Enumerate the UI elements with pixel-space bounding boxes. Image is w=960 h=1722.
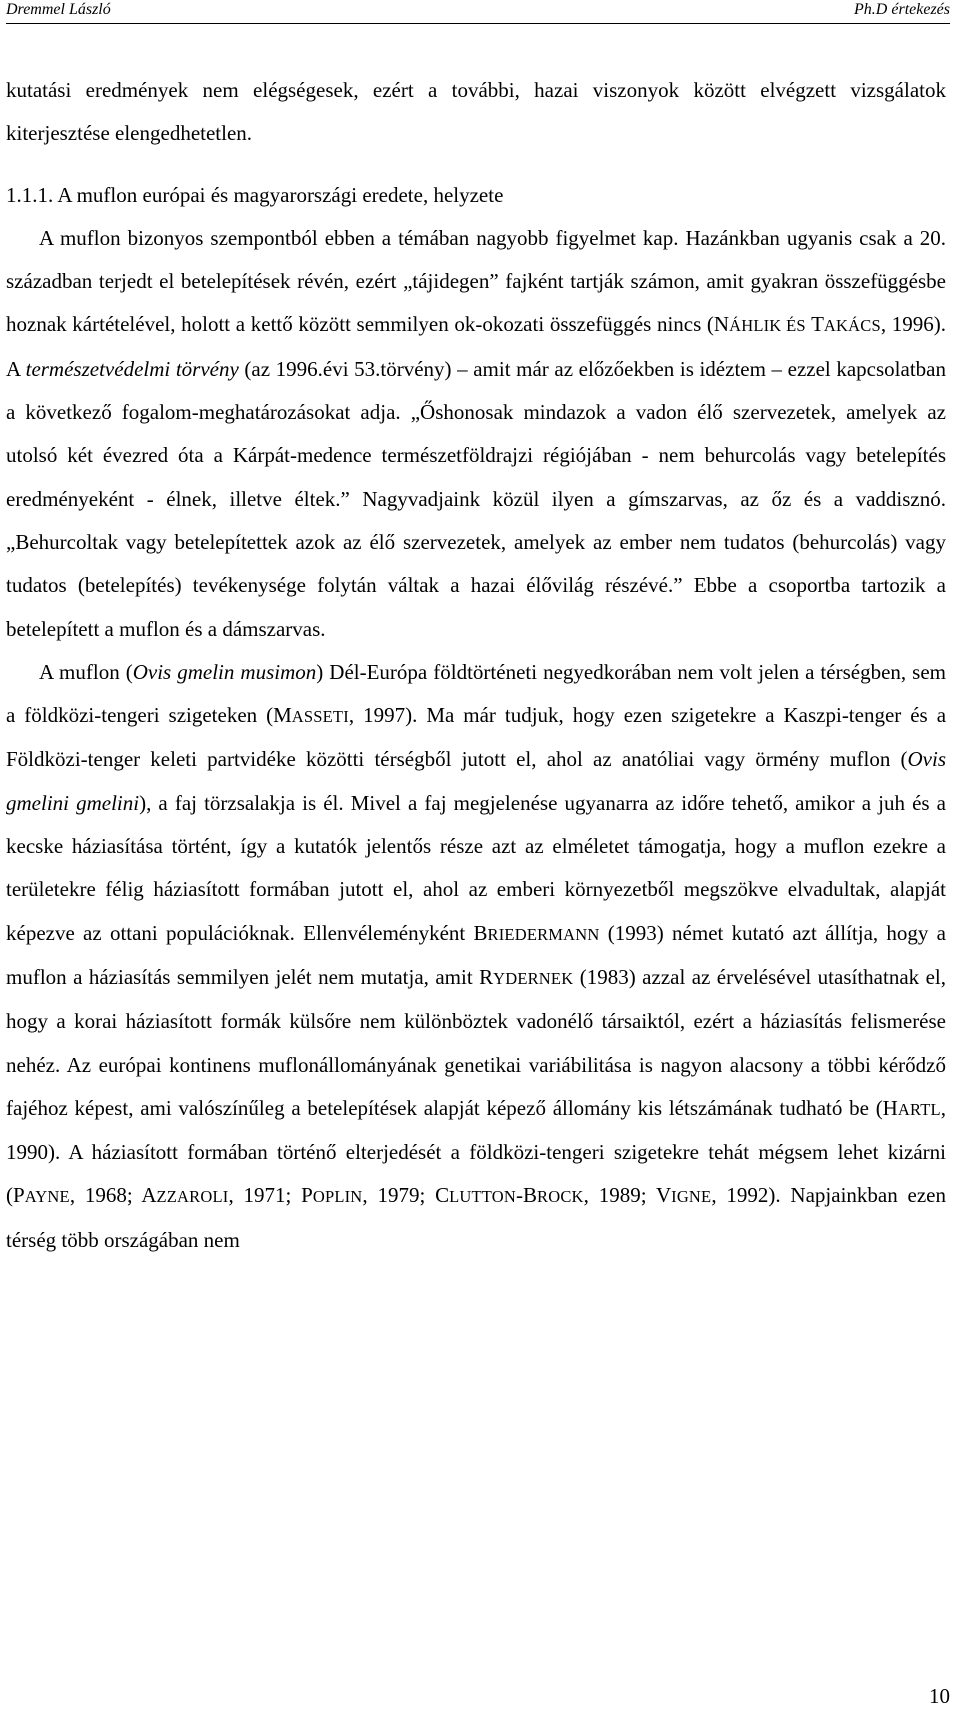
para2-text-j: , 1979; C xyxy=(362,1183,450,1208)
para2-text-f: (1983) azzal az érvelésével utasíthatnak el, hogy a korai háziasított formák külsőre nem különböztek vadonélő társaiktól, ezért a háziasítás felismerése nehéz. Az európai kontinens muflonállományának genetikai variábilitása is nagyon alacsony a többi kérődző fajéhoz képest, ami valószínűleg a betelepítések alapját képező állomány kis létszámának tudható be (H xyxy=(6,964,946,1120)
para2-text-h: , 1968; A xyxy=(69,1183,157,1208)
reference-poplin: OPLIN xyxy=(312,1187,363,1207)
para1-text-2: (az 1996.évi 53.törvény) – amit már az előzőekben is idéztem – ezzel kapcsolatban a következő fogalom-meghatározásokat adja. „Őshonosak mindazok a vadon élő szervezetek, amelyek az utolsó két évezred óta a Kárpát-medence természetföldrajzi régiójában - nem behurcolás vagy betelepítés eredményeként - élnek, illetve éltek.” Nagyvadjaink közül ilyen a gímszarvas, az őz és a vaddisznó.„Behurcoltak vagy betelepítettek azok az élő szervezetek, amelyek az ember nem tudatos (behurcolás) vagy tudatos (betelepítés) tevékenysége folytán váltak a hazai élővilág részévé.” Ebbe a csoportba tartozik a betelepített a muflon és a dámszarvas. xyxy=(6,356,946,641)
para2-text-a: A muflon ( xyxy=(39,659,133,684)
law-title: természetvédelmi törvény xyxy=(25,356,239,381)
para2-text-m: , 1992). Napjainkban ezen térség több országában nem xyxy=(6,1183,946,1252)
reference-hartl: ARTL xyxy=(897,1099,941,1119)
reference-author-nahlik: ÁHLIK ÉS xyxy=(729,316,806,336)
species-name-musimon: Ovis gmelin musimon xyxy=(132,659,317,684)
running-header xyxy=(6,0,950,22)
reference-ryder: YDERNEK xyxy=(493,968,574,988)
para2-text-g: , 1990). A háziasított formában történő elterjedését a földközi-tengeri szigetekre tehát mégsem lehet kizárni (P xyxy=(6,1095,946,1208)
header-document-type: Ph.D értekezés xyxy=(854,1,950,18)
para2-text-b: ) Dél-Európa földtörténeti negyedkorában nem volt jelen a térségben, sem a földközi-tengeri szigeteken (M xyxy=(6,659,946,728)
para2-text-k: -B xyxy=(516,1183,537,1208)
body-text xyxy=(6,69,946,1262)
reference-vigne: IGNE xyxy=(671,1187,712,1207)
reference-author-takacs: AKÁCS xyxy=(823,316,881,336)
intro-paragraph: kutatási eredmények nem elégségesek, ezért a további, hazai viszonyok között elvégzett vizsgálatok kiterjesztése elengedhetetlen. xyxy=(6,78,946,146)
reference-year: , 1996). A xyxy=(6,312,947,381)
para2-text-d: ), a faj törzsalakja is él. Mivel a faj megjelenése ugyanarra az időre tehető, amikor a juh és a kecske háziasítása történt, így a kutatók jelentős része azt az elméletet támogatja, hogy a muflon ezekre a területekre félig háziasított formában jutott el, ahol az emberi környezetből megszökve elvadultak, alapját képezve az ottani populációknak. Ellenvéleményként B xyxy=(6,790,946,945)
reference-payne: AYNE xyxy=(24,1187,70,1207)
para2-text-c: , 1997). Ma már tudjuk, hogy ezen szigetekre a Kaszpi-tenger és a Földközi-tenger keleti partvidéke közötti térségből jutott el, ahol az anatóliai vagy örmény muflon ( xyxy=(6,703,947,772)
reference-masseti: ASSETI xyxy=(291,707,349,727)
paragraph-muflon-origin xyxy=(6,651,946,1262)
species-name-gmelini: Ovis gmelini gmelini xyxy=(6,747,946,815)
header-divider xyxy=(6,23,950,24)
reference-clutton: LUTTON xyxy=(449,1187,516,1207)
reference-brock: ROCK xyxy=(537,1187,584,1207)
section-heading: 1.1.1. A muflon európai és magyarországi eredete, helyzete xyxy=(6,182,504,207)
paragraph-spacer xyxy=(6,156,946,174)
paragraph-muflon-status xyxy=(6,217,946,651)
header-author: Dremmel László xyxy=(6,1,111,18)
para2-text-l: , 1989; V xyxy=(583,1183,672,1208)
reference-author-initial: T xyxy=(805,312,824,337)
para2-text-i: , 1971; P xyxy=(228,1183,313,1208)
reference-briedermann: RIEDERMANN xyxy=(487,924,600,944)
para1-text-1: A muflon bizonyos szempontból ebben a témában nagyobb figyelmet kap. Hazánkban ugyanis csak a 20. században terjedt el betelepítések révén, ezért „tájidegen” fajként tartják számon, amit gyakran összefüggésbe hoznak kártételével, holott a kettő között semmilyen ok-okozati összefüggés nincs (N xyxy=(6,225,946,337)
para2-text-e: (1993) német kutató azt állítja, hogy a muflon a háziasítás semmilyen jelét nem mutatja, amit R xyxy=(6,920,946,989)
reference-azzaroli: ZZAROLI xyxy=(156,1187,229,1207)
page-number: 10 xyxy=(929,1684,950,1708)
